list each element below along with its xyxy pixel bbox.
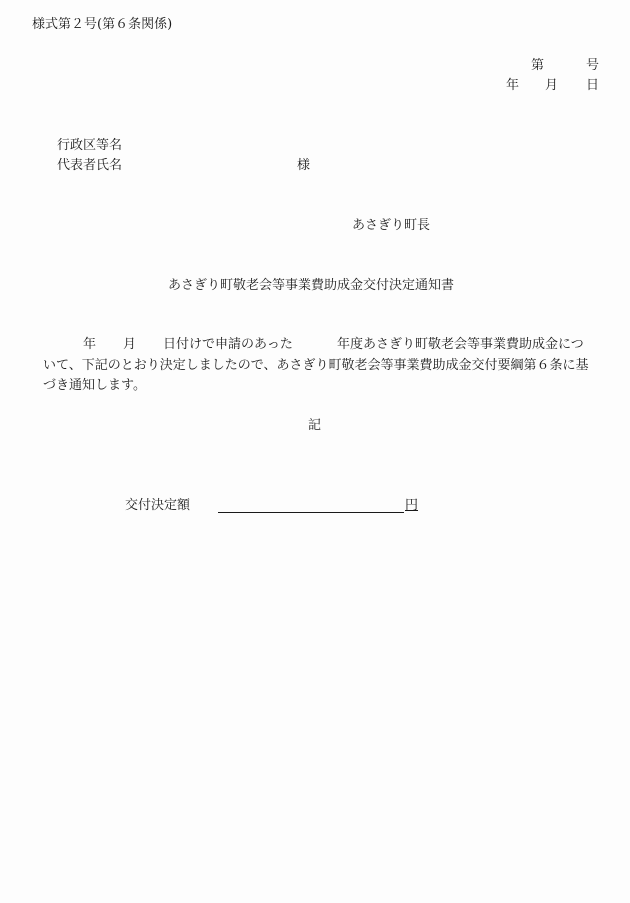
- body-line-2: いて、下記のとおり決定しましたので、あさぎり町敬老会等事業費助成金交付要綱第６条に基: [43, 358, 589, 373]
- ki-heading: 記: [308, 418, 322, 433]
- amount-label: 交付決定額: [125, 498, 191, 513]
- body-day-phrase: 日付けで申請のあった: [163, 337, 293, 352]
- amount-unit: 円: [405, 498, 419, 513]
- amount-fill-line: [218, 512, 404, 513]
- body-line-3: づき通知します。: [43, 378, 146, 393]
- addressee-representative-label: 代表者氏名: [57, 158, 123, 173]
- document-number-prefix: 第: [531, 58, 545, 73]
- body-month-label: 月: [123, 337, 137, 352]
- date-day-label: 日: [586, 78, 600, 93]
- addressee-honorific: 様: [297, 158, 311, 173]
- document-title: あさぎり町敬老会等事業費助成金交付決定通知書: [168, 278, 455, 293]
- body-fiscal-phrase: 年度あさぎり町敬老会等事業費助成金につ: [337, 337, 584, 352]
- date-month-label: 月: [545, 78, 559, 93]
- addressee-district-label: 行政区等名: [57, 138, 123, 153]
- body-year-label: 年: [83, 337, 97, 352]
- form-identifier: 様式第２号(第６条関係): [32, 17, 173, 32]
- sender-name: あさぎり町長: [352, 218, 431, 233]
- document-number-suffix: 号: [586, 58, 600, 73]
- date-year-label: 年: [506, 78, 520, 93]
